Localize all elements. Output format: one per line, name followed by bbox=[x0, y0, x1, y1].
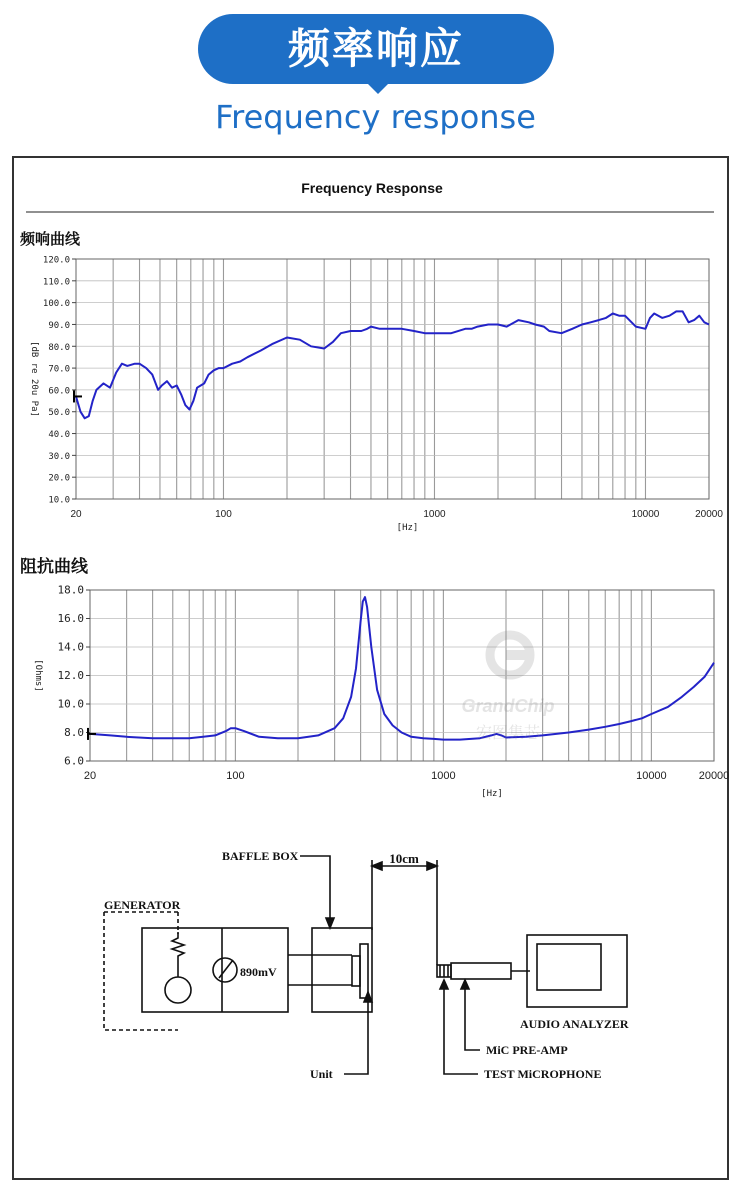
y-axis-label: [Ohms] bbox=[33, 659, 43, 692]
impedance-chart bbox=[33, 584, 729, 800]
y-tick-label: 12.0 bbox=[57, 669, 84, 682]
audio-analyzer-label: AUDIO ANALYZER bbox=[520, 1017, 629, 1031]
analyzer-screen bbox=[537, 944, 601, 990]
y-tick-label: 90.0 bbox=[48, 320, 70, 331]
y-tick-label: 18.0 bbox=[57, 583, 84, 597]
x-tick-label: 10000 bbox=[631, 509, 660, 520]
mic-preamp-label: MiC PRE-AMP bbox=[486, 1043, 568, 1057]
y-tick-label: 16.0 bbox=[57, 612, 84, 625]
audio-analyzer bbox=[527, 935, 627, 1007]
x-tick-label: 10000 bbox=[636, 770, 667, 782]
y-tick-label: 120.0 bbox=[42, 255, 70, 266]
baffle-box bbox=[312, 928, 372, 1012]
voltage-label: 890mV bbox=[240, 965, 277, 979]
dim-arrow-right bbox=[427, 862, 437, 870]
x-tick-label: 1000 bbox=[423, 509, 446, 520]
page-title: 频率响应 bbox=[287, 24, 464, 73]
y-tick-label: 14.0 bbox=[57, 640, 84, 654]
baffle-box-arrow-head bbox=[326, 918, 334, 928]
x-tick-label: 1000 bbox=[431, 770, 456, 782]
y-tick-label: 30.0 bbox=[48, 451, 70, 462]
voltmeter-needle bbox=[219, 960, 233, 978]
plot-frame bbox=[76, 259, 709, 499]
unit-arrow-head bbox=[364, 992, 372, 1002]
y-tick-label: 100.0 bbox=[42, 299, 70, 310]
unit-label: Unit bbox=[310, 1067, 333, 1081]
watermark-chinese: 宏图集芯 bbox=[475, 725, 541, 742]
y-tick-label: 70.0 bbox=[48, 364, 70, 375]
page-subtitle: Frequency response bbox=[215, 98, 536, 136]
frequency-response-chart bbox=[29, 256, 723, 534]
resistor-icon bbox=[172, 932, 184, 962]
y-tick-label: 10.0 bbox=[57, 697, 84, 711]
y-axis-label: [dB re 20u Pa] bbox=[29, 341, 39, 417]
test-microphone-label: TEST MiCROPHONE bbox=[484, 1067, 602, 1081]
y-tick-label: 110.0 bbox=[42, 277, 70, 288]
x-tick-label: 20000 bbox=[698, 770, 730, 782]
baffle-box-label: BAFFLE BOX bbox=[222, 849, 299, 863]
distance-label: 10cm bbox=[389, 851, 419, 866]
fr-page-title: Frequency Response bbox=[301, 180, 443, 196]
y-tick-label: 8.0 bbox=[64, 726, 84, 739]
mic-preamp-body bbox=[451, 963, 511, 979]
y-tick-label: 6.0 bbox=[64, 754, 84, 768]
watermark bbox=[462, 635, 555, 742]
y-tick-label: 20.0 bbox=[48, 473, 70, 484]
y-tick-label: 60.0 bbox=[48, 386, 70, 397]
x-tick-label: 20 bbox=[83, 770, 97, 782]
unit-arrow bbox=[344, 998, 368, 1074]
dim-arrow-left bbox=[372, 862, 382, 870]
watermark-brand: GrandChip bbox=[461, 696, 555, 716]
series-line-spl bbox=[76, 311, 709, 418]
x-tick-label: 20000 bbox=[695, 509, 723, 520]
y-tick-label: 40.0 bbox=[48, 430, 70, 441]
x-tick-label: 20 bbox=[70, 509, 82, 520]
test-setup-diagram bbox=[104, 849, 629, 1081]
generator-source-icon bbox=[165, 977, 191, 1003]
y-tick-label: 10.0 bbox=[48, 495, 70, 506]
test-mic-arrow bbox=[444, 985, 478, 1074]
preamp-arrow bbox=[465, 985, 480, 1050]
fr-chart-title: 频响曲线 bbox=[20, 231, 81, 248]
x-tick-label: 100 bbox=[215, 509, 232, 520]
imp-chart-title: 阻抗曲线 bbox=[20, 557, 88, 576]
watermark-logo-bar bbox=[506, 650, 530, 660]
x-axis-label: [Hz] bbox=[481, 789, 503, 799]
y-tick-label: 80.0 bbox=[48, 342, 70, 353]
speaker-magnet bbox=[352, 956, 360, 986]
test-mic-arrow-head bbox=[440, 980, 448, 989]
baffle-box-arrow bbox=[300, 856, 330, 922]
x-axis-label: [Hz] bbox=[396, 523, 419, 533]
generator-label: GENERATOR bbox=[104, 898, 181, 912]
y-tick-label: 50.0 bbox=[48, 408, 70, 419]
speaker-cone bbox=[360, 944, 368, 998]
preamp-arrow-head bbox=[461, 980, 469, 989]
x-tick-label: 100 bbox=[226, 770, 245, 782]
